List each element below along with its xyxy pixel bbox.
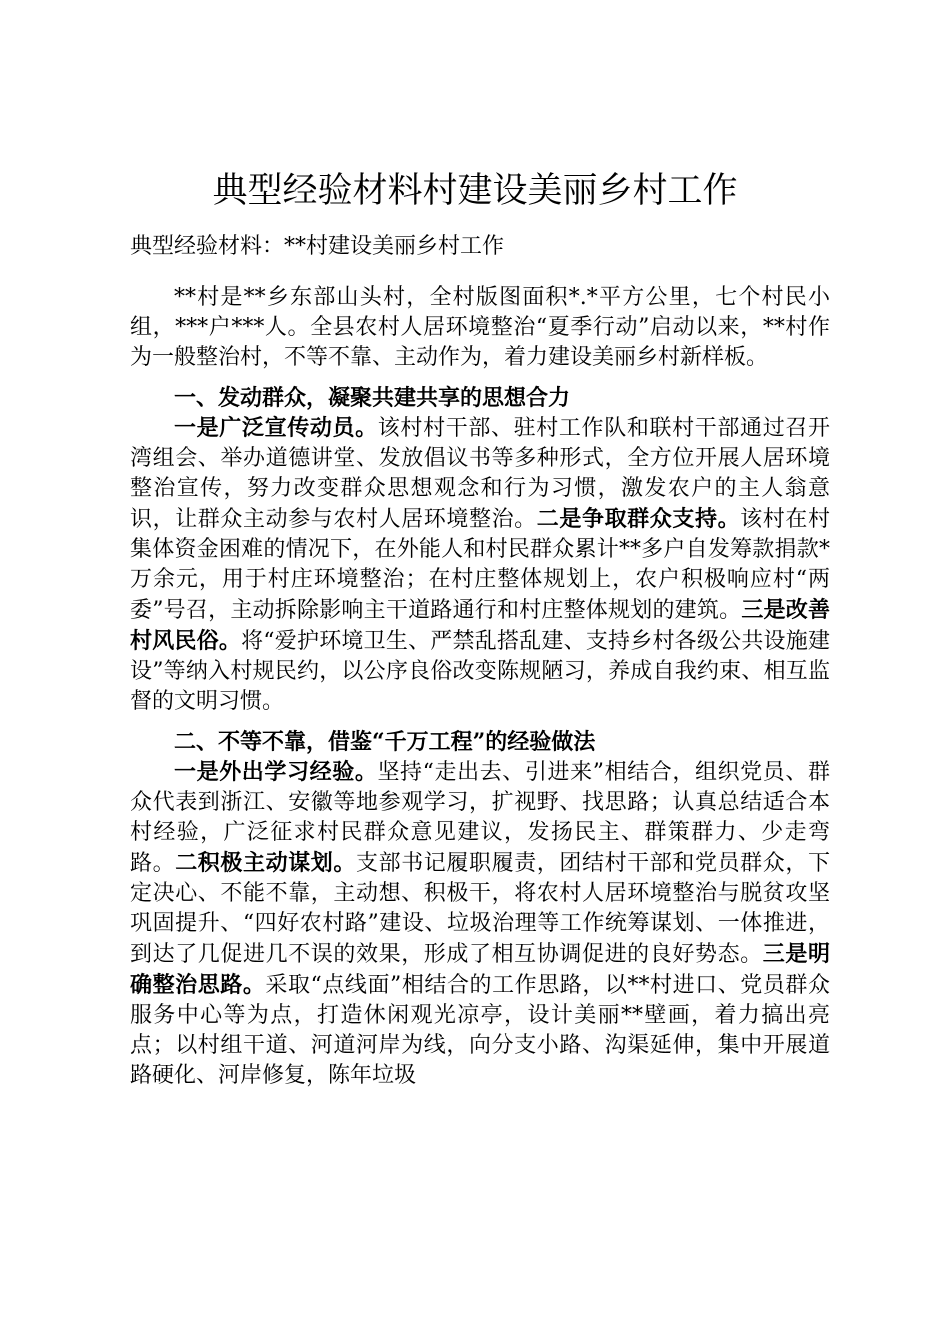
section-1-text-2: 该村在村集体资金困难的情况下，在外能人和村民群众累计**多户自发筹款捐款*万余元，用于村庄环境整治；在村庄整体规划上，农户积极响应村“两委”号召，主动拆除影响主干道路通行和村庄整体规划的建筑。 [130, 507, 830, 623]
document-body [130, 283, 830, 1091]
section-2-lead-1: 一是外出学习经验。 [174, 759, 378, 785]
section-2-paragraph [130, 757, 830, 1091]
section-2-text-3: 采取“点线面”相结合的工作思路，以**村进口、党员群众服务中心等为点，打造休闲观光凉亭，设计美丽**壁画，着力搞出亮点；以村组干道、河道河岸为线，向分支小路、沟渠延伸，集中开展道路硬化、河岸修复，陈年垃圾 [130, 973, 830, 1088]
section-2-text-1: 坚持“走出去、引进来”相结合，组织党员、群众代表到浙江、安徽等地参观学习，扩视野、找思路；认真总结适合本村经验，广泛征求村民群众意见建议，发扬民主、群策群力、少走弯路。 [130, 760, 830, 876]
section-2-lead-2: 二积极主动谋划。 [175, 850, 356, 876]
section-1-lead-1: 一是广泛宣传动员。 [174, 415, 378, 441]
section-1-text-3: 将“爱护环境卫生、严禁乱搭乱建、支持乡村各级公共设施建设”等纳入村规民约，以公序良俗改变陈规陋习，养成自我约束、相互监督的文明习惯。 [130, 629, 830, 714]
section-1-lead-3: 三是改善村风民俗。 [130, 597, 830, 654]
section-heading-1: 一、发动群众，凝聚共建共享的思想合力 [174, 385, 571, 411]
section-2-lead-3: 三是明确整治思路。 [130, 941, 830, 998]
document-title: 典型经验材料村建设美丽乡村工作 [212, 171, 738, 211]
section-heading-2: 二、不等不靠，借鉴“千万工程”的经验做法 [174, 729, 596, 755]
section-1-paragraph [130, 413, 830, 717]
section-1-lead-2: 二是争取群众支持。 [536, 506, 741, 532]
section-1-text-1: 该村村干部、驻村工作队和联村干部通过召开湾组会、举办道德讲堂、发放倡议书等多种形式，全方位开展人居环境整治宣传，努力改变群众思想观念和行为习惯，激发农户的主人翁意识，让群众主动参与农村人居环境整治。 [130, 416, 830, 532]
document-subtitle: 典型经验材料：**村建设美丽乡村工作 [130, 234, 505, 259]
intro-paragraph: **村是**乡东部山头村，全村版图面积*.*平方公里，七个村民小组，***户***人。全县农村人居环境整治“夏季行动”启动以来，**村作为一般整治村，不等不靠、主动作为，着力建设美丽乡村新样板。 [130, 285, 830, 370]
section-2-text-2: 支部书记履职履责，团结村干部和党员群众，下定决心、不能不靠，主动想、积极干，将农村人居环境整治与脱贫攻坚巩固提升、“四好农村路”建设、垃圾治理等工作统筹谋划、一体推进，到达了几促进几不误的效果，形成了相互协调促进的良好势态。 [130, 851, 830, 967]
